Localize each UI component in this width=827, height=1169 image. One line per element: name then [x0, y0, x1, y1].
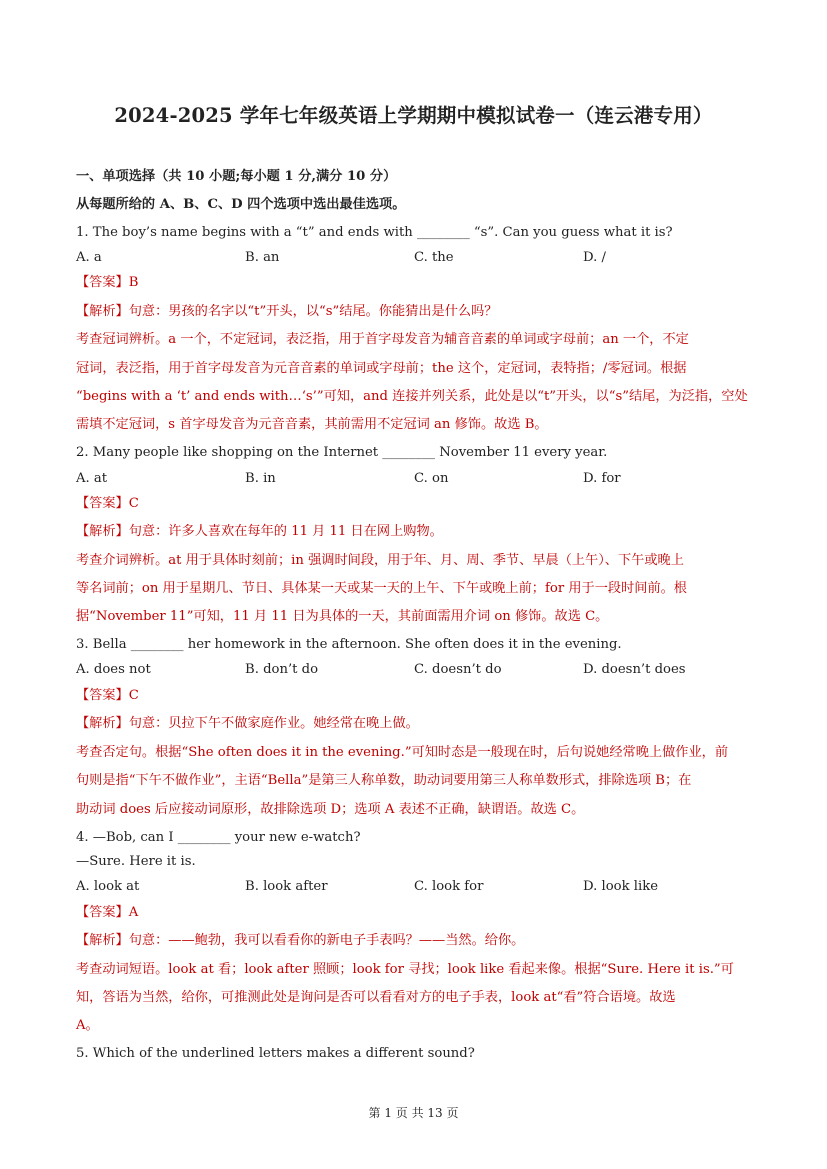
question-3-answer: 【答案】C [76, 688, 139, 703]
section-heading: 一、单项选择（共 10 小题;每小题 1 分,满分 10 分） [76, 169, 397, 184]
analysis-line: 知，答语为当然，给你，可推测此处是询问是否可以看看对方的电子手表，look at“看”符合语境。故选 [76, 990, 676, 1005]
option: C. the [414, 250, 454, 265]
analysis-line: 考查否定句。根据“She often does it in the evening.”可知时态是一般现在时，后句说她经常晚上做作业，前 [76, 745, 729, 760]
question-1-stem: 1. The boy’s name begins with a “t” and ends with ________ “s”. Can you guess what it is? [76, 225, 673, 240]
option: A. look at [76, 879, 140, 894]
analysis-line: 需填不定冠词，s 首字母发音为元音音素，其前需用不定冠词 an 修饰。故选 B。 [76, 417, 548, 432]
option: D. look like [583, 879, 658, 894]
analysis-line: 助动词 does 后应接动词原形，故排除选项 D；选项 A 表述不正确，缺谓语。故选 C。 [76, 802, 585, 817]
option: B. an [245, 250, 280, 265]
analysis-line: 考查冠词辨析。a 一个，不定冠词，表泛指，用于首字母发音为辅音音素的单词或字母前；an 一个，不定 [76, 332, 689, 347]
option: D. for [583, 471, 621, 486]
option: C. look for [414, 879, 484, 894]
question-4-answer: 【答案】A [76, 905, 139, 920]
question-3-stem: 3. Bella ________ her homework in the afternoon. She often does it in the evening. [76, 637, 622, 652]
section-instruction: 从每题所给的 A、B、C、D 四个选项中选出最佳选项。 [76, 197, 406, 212]
analysis-line: 句则是指“下午不做作业”，主语“Bella”是第三人称单数，助动词要用第三人称单数形式，排除选项 B；在 [76, 773, 692, 788]
question-1-answer: 【答案】B [76, 275, 139, 290]
question-5-stem: 5. Which of the underlined letters makes a different sound? [76, 1046, 475, 1061]
analysis-line: 等名词前；on 用于星期几、节日、具体某一天或某一天的上午、下午或晚上前；for 用于一段时间前。根 [76, 581, 687, 596]
page-title: 2024-2025 学年七年级英语上学期期中模拟试卷一（连云港专用） [114, 104, 713, 127]
option: B. look after [245, 879, 328, 894]
option: A. at [76, 471, 108, 486]
option: D. / [583, 250, 606, 265]
question-2-analysis: 【解析】句意：许多人喜欢在每年的 11 月 11 日在网上购物。 [76, 524, 443, 539]
option: A. does not [76, 662, 151, 677]
analysis-line: A。 [76, 1018, 99, 1033]
option: A. a [76, 250, 102, 265]
option: C. on [414, 471, 449, 486]
analysis-line: “begins with a ‘t’ and ends with…‘s’”可知，and 连接并列关系，此处是以“t”开头，以“s”结尾，为泛指，空处 [76, 389, 748, 404]
analysis-line: 考查介词辨析。at 用于具体时刻前；in 强调时间段，用于年、月、周、季节、早晨（上午）、下午或晚上 [76, 553, 684, 568]
question-4-reply: —Sure. Here it is. [76, 854, 196, 869]
page-footer: 第 1 页 共 13 页 [368, 1106, 459, 1120]
question-4-stem: 4. —Bob, can I ________ your new e-watch? [76, 830, 361, 845]
question-2-stem: 2. Many people like shopping on the Internet ________ November 11 every year. [76, 445, 608, 460]
question-3-analysis: 【解析】句意：贝拉下午不做家庭作业。她经常在晚上做。 [76, 716, 419, 731]
option: C. doesn’t do [414, 662, 502, 677]
question-1-analysis: 【解析】句意：男孩的名字以“t”开头，以“s”结尾。你能猜出是什么吗？ [76, 304, 498, 319]
option: D. doesn’t does [583, 662, 686, 677]
analysis-line: 冠词，表泛指，用于首字母发音为元音音素的单词或字母前；the 这个，定冠词，表特指；/零冠词。根据 [76, 361, 687, 376]
analysis-line: 考查动词短语。look at 看；look after 照顾；look for 寻找；look like 看起来像。根据“Sure. Here it is.”可 [76, 962, 734, 977]
option: B. in [245, 471, 276, 486]
option: B. don’t do [245, 662, 319, 677]
analysis-line: 据“November 11”可知，11 月 11 日为具体的一天，其前面需用介词 on 修饰。故选 C。 [76, 609, 609, 624]
question-4-analysis: 【解析】句意：——鲍勃，我可以看看你的新电子手表吗？——当然。给你。 [76, 933, 525, 948]
question-2-answer: 【答案】C [76, 496, 139, 511]
